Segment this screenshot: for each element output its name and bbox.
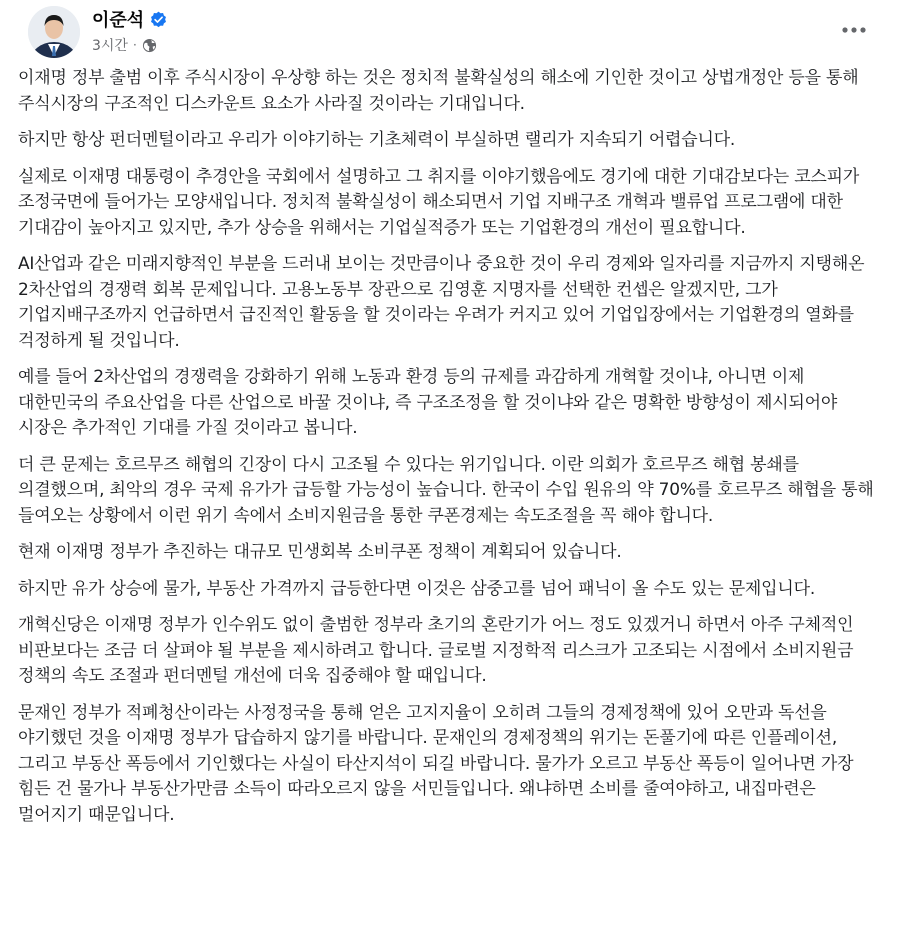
- verified-badge-icon: [150, 11, 167, 28]
- globe-icon[interactable]: [142, 38, 157, 53]
- post-paragraph: 하지만 유가 상승에 물가, 부동산 가격까지 급등한다면 이것은 삼중고를 넘어 패닉이 올 수도 있는 문제입니다.: [18, 578, 816, 599]
- post-paragraph: 개혁신당은 이재명 정부가 인수위도 없이 출범한 정부라 초기의 혼란기가 어느 정도 있겠거니 하면서 아주 구체적인 비판보다는 조금 더 살펴야 될 부분을 제시하려고 합니다. 글로벌 지정학적 리스크가 고조되는 시점에서 소비지원금 정책의 속도 조절과 펀더멘털 개선에 더욱 집중해야 할 때입니다.: [18, 615, 854, 686]
- post-paragraph: 현재 이재명 정부가 추진하는 대규모 민생회복 소비쿠폰 정책이 계획되어 있습니다.: [18, 542, 622, 562]
- post-paragraph: 이재명 정부 출범 이후 주식시장이 우상향 하는 것은 정치적 불확실성의 해소에 기인한 것이고 상법개정안 등을 통해 주식시장의 구조적인 디스카운트 요소가 사라질 것이라는 기대입니다.: [18, 68, 859, 114]
- post-paragraph: 하지만 항상 펀더멘털이라고 우리가 이야기하는 기초체력이 부실하면 랠리가 지속되기 어렵습니다.: [18, 130, 736, 150]
- post-paragraph: AI산업과 같은 미래지향적인 부분을 드러내 보이는 것만큼이나 중요한 것이 우리 경제와 일자리를 지금까지 지탱해온 2차산업의 경쟁력 회복 문제입니다. 고용노동부 장관으로 김영훈 지명자를 선택한 컨셉은 알겠지만, 그가 기업지배구조까지 언급하면서 급진적인 활동을 할 것이라는 우려가 커지고 있어 기업입장에서는 기업환경의 열화를 걱정하게 될 것입니다.: [18, 254, 865, 351]
- post-timestamp[interactable]: 3시간: [92, 38, 128, 54]
- person-avatar-icon[interactable]: [28, 6, 80, 58]
- post-body: [16, 66, 884, 828]
- post-header: [16, 0, 884, 66]
- post-paragraph: 더 큰 문제는 호르무즈 해협의 긴장이 다시 고조될 수 있다는 위기입니다. 이란 의회가 호르무즈 해협 봉쇄를 의결했으며, 최악의 경우 국제 유가가 급등할 가능성이 높습니다. 한국이 수입 원유의 약 70%를 호르무즈 해협을 통해 들여오는 상황에서 이런 위기 속에서 소비지원금을 통한 쿠폰경제는 속도조절을 꼭 해야 합니다.: [18, 454, 874, 526]
- post-paragraph: 예를 들어 2차산업의 경쟁력을 강화하기 위해 노동과 환경 등의 규제를 과감하게 개혁할 것이냐, 아니면 이제 대한민국의 주요산업을 다른 산업으로 바꿀 것이냐, 즉 구조조정을 할 것이냐와 같은 명확한 방향성이 제시되어야 시장은 추가적인 기대를 가질 것이라고 봅니다.: [18, 367, 838, 438]
- author-name[interactable]: 이준석: [92, 10, 145, 31]
- post-author: [92, 6, 167, 32]
- post-paragraph: 실제로 이재명 대통령이 추경안을 국회에서 설명하고 그 취지를 이야기했음에도 경기에 대한 기대감보다는 코스피가 조정국면에 들어가는 모양새입니다. 정치적 불확실성이 해소되면서 기업 지배구조 개혁과 밸류업 프로그램에 대한 기대감이 높아지고 있지만, 추가 상승을 위해서는 기업실적증가 또는 기업환경의 개선이 필요합니다.: [18, 166, 860, 238]
- meta-separator: ·: [132, 38, 137, 52]
- more-options-icon[interactable]: [836, 12, 872, 48]
- post-paragraph: 문재인 정부가 적폐청산이라는 사정정국을 통해 얻은 고지지율이 오히려 그들의 경제정책에 있어 오만과 독선을 야기했던 것을 이재명 정부가 답습하지 않기를 바랍니다. 문재인의 경제정책의 위기는 돈풀기에 따른 인플레이션, 그리고 부동산 폭등에서 기인했다는 사실이 타산지석이 되길 바랍니다. 물가가 오르고 부동산 폭등이 일어나면 가장 힘든 건 물가나 부동산가만큼 소득이 따라오르지 않을 서민들입니다. 왜냐하면 소비를 줄여야하고, 내집마련은 멀어지기 때문입니다.: [18, 702, 854, 825]
- post-meta: [92, 35, 157, 55]
